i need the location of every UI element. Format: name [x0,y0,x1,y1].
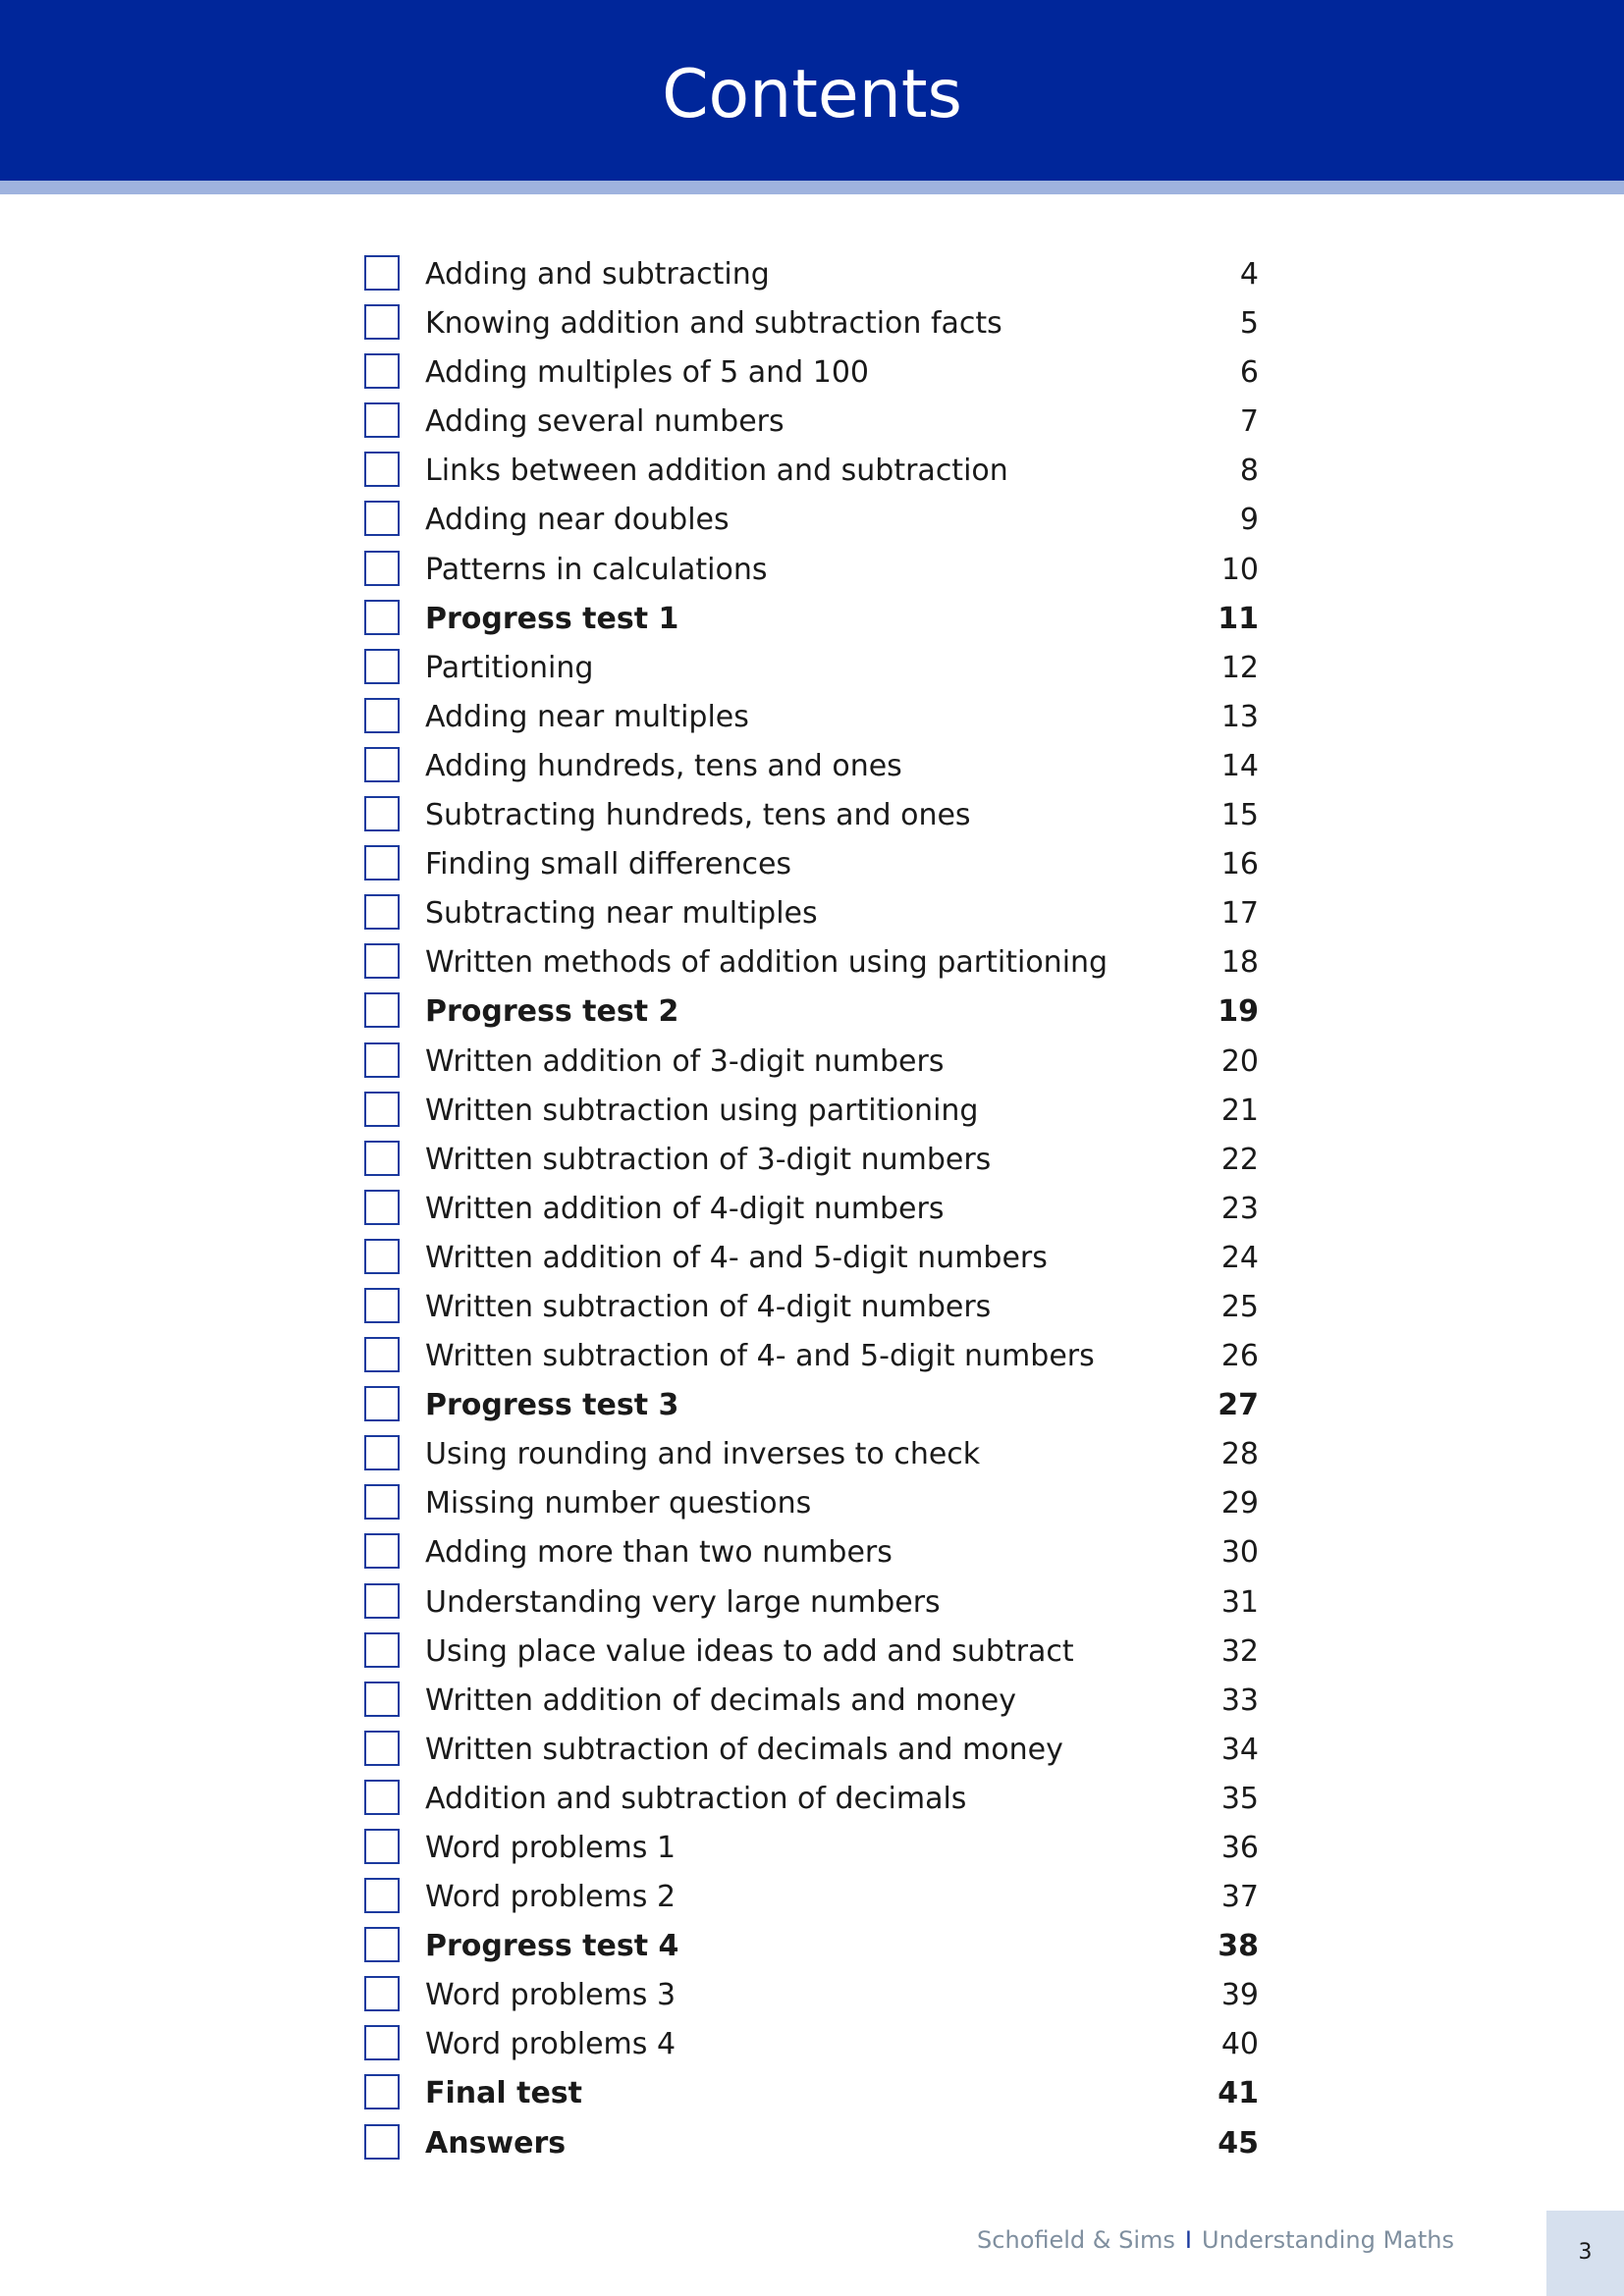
toc-entry-title: Subtracting near multiples [425,896,818,932]
toc-row [0,299,1624,348]
toc-entry-title: Word problems 3 [425,1978,677,2013]
toc-entry-title: Using place value ideas to add and subtract [425,1633,1074,1669]
toc-entry-page: 24 [1220,1240,1259,1275]
toc-entry-title: Missing number questions [425,1486,812,1522]
toc-row [0,988,1624,1037]
toc-entry-title: Written addition of 4- and 5-digit numbers [425,1240,1048,1275]
toc-row [0,1185,1624,1234]
toc-checkbox[interactable] [364,1533,400,1569]
toc-entry-title: Word problems 1 [425,1831,677,1865]
toc-row [0,1234,1624,1283]
toc-entry-page: 37 [1220,1880,1259,1915]
toc-checkbox[interactable] [364,2124,400,2160]
toc-entry-title: Links between addition and subtraction [425,454,1008,489]
toc-entry-page: 45 [1218,2125,1259,2161]
toc-entry-page: 15 [1220,798,1259,833]
toc-row [0,791,1624,840]
toc-checkbox[interactable] [364,1927,400,1962]
toc-row [0,889,1624,938]
toc-entry-title: Written subtraction using partitioning [425,1093,979,1128]
toc-entry-page: 22 [1220,1142,1259,1177]
toc-checkbox[interactable] [364,943,400,979]
toc-entry-page: 7 [1239,404,1259,440]
footer-publisher: Schofield & Sims [977,2226,1175,2254]
toc-entry-title: Using rounding and inverses to check [425,1437,981,1472]
toc-entry-page: 36 [1220,1831,1259,1865]
toc-checkbox[interactable] [364,353,400,389]
toc-entry-title: Addition and subtraction of decimals [425,1781,967,1816]
toc-entry-page: 31 [1220,1584,1259,1620]
toc-entry-title: Adding more than two numbers [425,1535,893,1571]
toc-checkbox[interactable] [364,1632,400,1668]
toc-entry-page: 26 [1220,1339,1259,1374]
toc-checkbox[interactable] [364,255,400,291]
toc-row [0,1922,1624,1971]
toc-row [0,1479,1624,1528]
toc-row [0,840,1624,889]
toc-entry-page: 23 [1220,1191,1259,1226]
toc-entry-page: 13 [1220,699,1259,734]
toc-entry-page: 39 [1220,1978,1259,2013]
toc-entry-title: Progress test 3 [425,1388,679,1423]
toc-entry-page: 32 [1220,1633,1259,1669]
toc-row [0,1824,1624,1873]
footer-series: Understanding Maths [1202,2226,1454,2254]
toc-entry-title: Partitioning [425,650,594,685]
toc-row [0,938,1624,988]
toc-checkbox[interactable] [364,1435,400,1470]
toc-row [0,1775,1624,1824]
toc-entry-page: 20 [1220,1043,1259,1079]
toc-entry-page: 12 [1220,650,1259,685]
toc-checkbox[interactable] [364,551,400,586]
contents-list [0,250,1624,2168]
toc-entry-page: 30 [1220,1535,1259,1571]
toc-entry-title: Word problems 4 [425,2027,677,2062]
toc-checkbox[interactable] [364,649,400,684]
toc-entry-page: 16 [1220,847,1259,882]
toc-row [0,2119,1624,2168]
toc-checkbox[interactable] [364,1288,400,1323]
toc-row [0,1528,1624,1577]
footer-credit [977,2225,1454,2255]
toc-entry-page: 25 [1220,1289,1259,1324]
toc-checkbox[interactable] [364,1878,400,1913]
toc-entry-title: Answers [425,2125,567,2161]
toc-entry-page: 34 [1220,1732,1259,1767]
toc-entry-page: 14 [1220,748,1259,783]
toc-checkbox[interactable] [364,452,400,487]
toc-entry-title: Adding multiples of 5 and 100 [425,355,869,391]
toc-entry-title: Progress test 1 [425,601,679,636]
toc-checkbox[interactable] [364,304,400,340]
toc-checkbox[interactable] [364,1682,400,1717]
toc-entry-page: 6 [1239,355,1259,391]
toc-entry-page: 41 [1218,2076,1259,2111]
toc-entry-page: 9 [1239,503,1259,538]
toc-row [0,1726,1624,1775]
toc-checkbox[interactable] [364,894,400,930]
toc-entry-title: Adding near doubles [425,503,730,538]
toc-row [0,447,1624,496]
toc-entry-page: 38 [1218,1929,1259,1964]
toc-checkbox[interactable] [364,1780,400,1815]
toc-row [0,1578,1624,1628]
toc-row [0,398,1624,447]
toc-row [0,546,1624,595]
page-number: 3 [1578,2240,1593,2265]
toc-entry-page: 28 [1220,1437,1259,1472]
toc-row [0,1628,1624,1677]
toc-checkbox[interactable] [364,501,400,536]
toc-row [0,1971,1624,2020]
toc-entry-page: 40 [1220,2027,1259,2062]
toc-entry-title: Written addition of decimals and money [425,1682,1016,1718]
toc-entry-title: Written subtraction of decimals and money [425,1732,1063,1767]
toc-entry-title: Written addition of 3-digit numbers [425,1043,945,1079]
toc-entry-title: Word problems 2 [425,1880,677,1915]
toc-entry-page: 35 [1220,1781,1259,1816]
toc-entry-title: Subtracting hundreds, tens and ones [425,798,971,833]
toc-entry-title: Adding and subtracting [425,257,770,292]
toc-checkbox[interactable] [364,747,400,782]
toc-checkbox[interactable] [364,1976,400,2011]
toc-row [0,1283,1624,1332]
toc-entry-title: Written methods of addition using partitioning [425,945,1109,981]
toc-checkbox[interactable] [364,1829,400,1864]
toc-row [0,1677,1624,1726]
toc-entry-title: Final test [425,2076,582,2111]
toc-entry-page: 29 [1220,1486,1259,1522]
footer-separator: I [1184,2226,1192,2254]
toc-entry-title: Finding small differences [425,847,792,882]
toc-checkbox[interactable] [364,1583,400,1619]
toc-entry-page: 17 [1220,896,1259,932]
toc-entry-title: Understanding very large numbers [425,1584,941,1620]
toc-entry-title: Written subtraction of 4-digit numbers [425,1289,992,1324]
toc-entry-title: Progress test 2 [425,994,679,1030]
toc-entry-page: 21 [1220,1093,1259,1128]
toc-entry-page: 33 [1220,1682,1259,1718]
toc-checkbox[interactable] [364,402,400,438]
toc-checkbox[interactable] [364,2025,400,2060]
toc-row [0,250,1624,299]
toc-row [0,1038,1624,1087]
toc-row [0,1136,1624,1185]
toc-row [0,1381,1624,1430]
toc-entry-title: Adding near multiples [425,699,749,734]
toc-row [0,644,1624,693]
toc-entry-title: Written subtraction of 3-digit numbers [425,1142,992,1177]
toc-row [0,1430,1624,1479]
toc-row [0,348,1624,398]
toc-checkbox[interactable] [364,698,400,733]
toc-row [0,595,1624,644]
toc-entry-page: 4 [1239,257,1259,292]
toc-checkbox[interactable] [364,1042,400,1078]
toc-row [0,1087,1624,1136]
toc-checkbox[interactable] [364,1337,400,1372]
toc-entry-title: Written addition of 4-digit numbers [425,1191,945,1226]
toc-checkbox[interactable] [364,1092,400,1127]
toc-entry-page: 27 [1218,1388,1259,1423]
toc-checkbox[interactable] [364,992,400,1028]
toc-checkbox[interactable] [364,796,400,831]
toc-checkbox[interactable] [364,1484,400,1520]
toc-checkbox[interactable] [364,1141,400,1176]
toc-checkbox[interactable] [364,600,400,635]
toc-row [0,496,1624,545]
toc-entry-page: 10 [1220,552,1259,587]
toc-checkbox[interactable] [364,845,400,881]
toc-entry-title: Adding several numbers [425,404,785,440]
toc-checkbox[interactable] [364,1386,400,1421]
toc-entry-page: 18 [1220,945,1259,981]
toc-row [0,2069,1624,2118]
toc-row [0,742,1624,791]
header-accent-strip [0,181,1624,194]
toc-checkbox[interactable] [364,1239,400,1274]
toc-entry-page: 19 [1218,994,1259,1030]
toc-entry-title: Written subtraction of 4- and 5-digit numbers [425,1339,1095,1374]
toc-entry-title: Adding hundreds, tens and ones [425,748,902,783]
toc-entry-page: 11 [1218,601,1259,636]
toc-row [0,2020,1624,2069]
toc-entry-title: Progress test 4 [425,1929,679,1964]
page-title: Contents [662,56,962,133]
toc-checkbox[interactable] [364,2074,400,2109]
toc-entry-page: 5 [1239,306,1259,342]
toc-checkbox[interactable] [364,1190,400,1225]
page-number-tab [1546,2211,1624,2296]
toc-entry-title: Patterns in calculations [425,552,768,587]
toc-checkbox[interactable] [364,1731,400,1766]
toc-entry-page: 8 [1239,454,1259,489]
toc-row [0,1873,1624,1922]
toc-entry-title: Knowing addition and subtraction facts [425,306,1002,342]
toc-row [0,693,1624,742]
toc-row [0,1332,1624,1381]
